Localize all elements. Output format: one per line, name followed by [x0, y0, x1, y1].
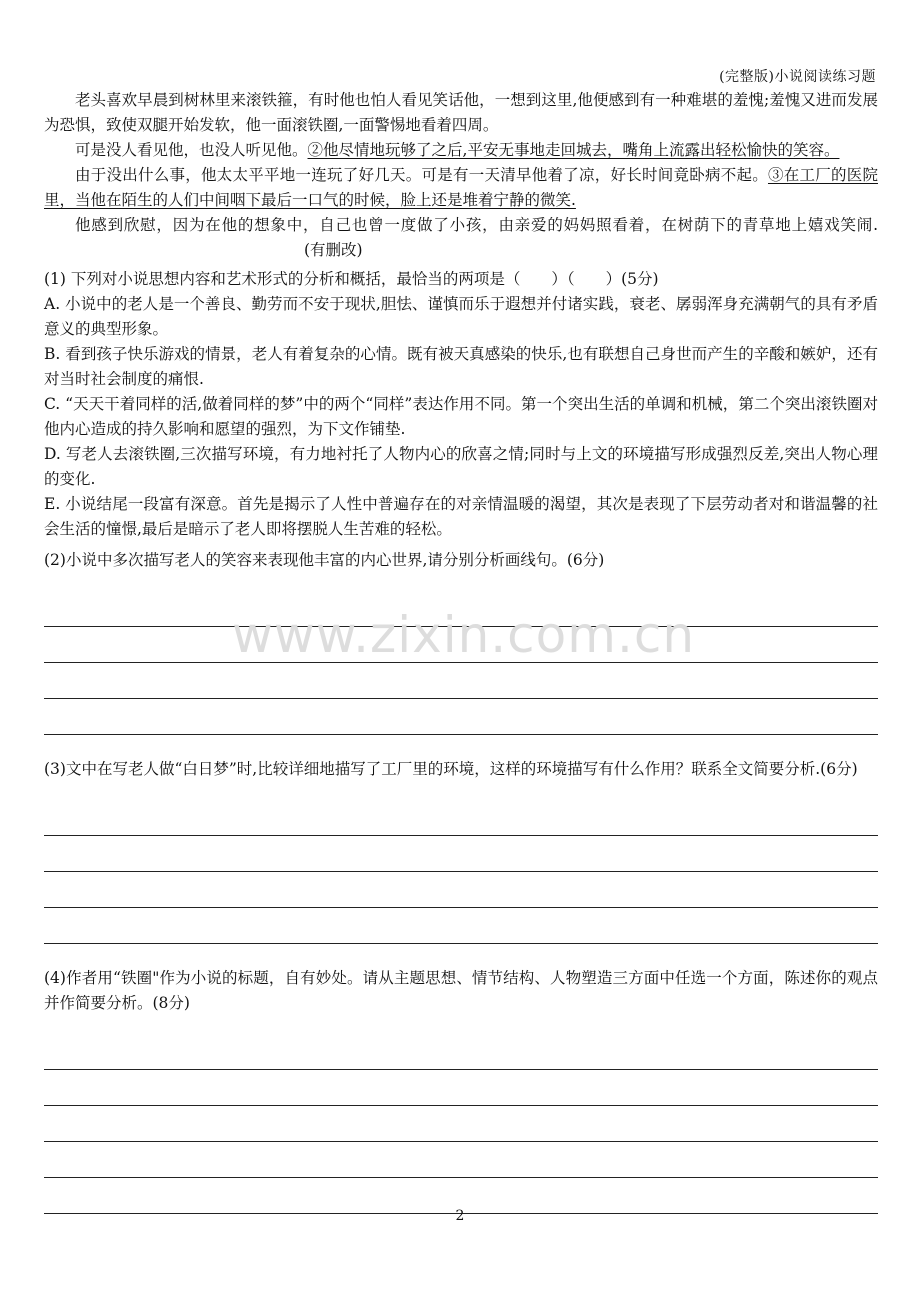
underlined-sentence-2: ②他尽情地玩够了之后,平安无事地走回城去，嘴角上流露出轻松愉快的笑容。 — [307, 141, 840, 159]
answer-lines-q3 — [44, 800, 878, 944]
watermark: www.zixin.com.cn — [232, 606, 696, 664]
paragraph-3-text: 由于没出什么事，他太太平平地一连玩了好几天。可是有一天清早他着了凉，好长时间竟卧病不起。 — [75, 166, 768, 184]
passage-paragraph-2 — [44, 138, 878, 163]
question-4-stem: (4)作者用“铁圈"作为小说的标题，自有妙处。请从主题思想、情节结构、人物塑造三方面中任选一个方面，陈述你的观点并作简要分析。(8分) — [44, 969, 878, 1012]
answer-line[interactable] — [44, 1070, 878, 1106]
page-number: 2 — [455, 1208, 465, 1224]
answer-line[interactable] — [44, 699, 878, 735]
answer-line[interactable] — [44, 1142, 878, 1178]
option-b: B. 看到孩子快乐游戏的情景，老人有着复杂的心情。既有被天真感染的快乐,也有联想自己身世而产生的辛酸和嫉妒，还有对当时社会制度的痛恨. — [44, 345, 878, 388]
question-3-stem: (3)文中在写老人做“白日梦”时,比较详细地描写了工厂里的环境，这样的环境描写有什么作用？联系全文简要分析.(6分) — [44, 760, 858, 778]
answer-line[interactable] — [44, 872, 878, 908]
underlined-sentence-3: ③在工厂的医院里，当他在陌生的人们中间咽下最后一口气的时候，脸上还是堆着宁静的微笑. — [44, 166, 878, 209]
answer-line[interactable] — [44, 1034, 878, 1070]
question-1-stem: (1) 下列对小说思想内容和艺术形式的分析和概括，最恰当的两项是（ ）（ ）(5分) — [44, 270, 659, 288]
option-e: E. 小说结尾一段富有深意。首先是揭示了人性中普遍存在的对亲情温暖的渴望，其次是表现了下层劳动者对和谐温馨的社会生活的憧憬,最后是暗示了老人即将摆脱人生苦难的轻松。 — [44, 495, 878, 538]
page-header: (完整版)小说阅读练习题 — [719, 69, 876, 85]
question-2-stem: (2)小说中多次描写老人的笑容来表现他丰富的内心世界,请分别分析画线句。(6分) — [44, 551, 605, 569]
passage-paragraph-4 — [44, 213, 878, 263]
answer-lines-q4 — [44, 1034, 878, 1214]
passage-paragraph-1: 老头喜欢早晨到树林里来滚铁箍，有时他也怕人看见笑话他，一想到这里,他便感到有一种难堪的羞愧;羞愧又进而发展为恐惧，致使双腿开始发软，他一面滚铁圈,一面警惕地看着四周。 — [44, 91, 878, 134]
answer-line[interactable] — [44, 800, 878, 836]
paragraph-2-text: 可是没人看见他，也没人听见他。 — [75, 141, 308, 159]
option-c: C. “天天干着同样的活,做着同样的梦”中的两个“同样”表达作用不同。第一个突出生活的单调和机械，第二个突出滚铁圈对他内心造成的持久影响和愿望的强烈，为下文作铺垫. — [44, 395, 878, 438]
answer-line[interactable] — [44, 663, 878, 699]
paragraph-4-text: 他感到欣慰，因为在他的想象中，自己也曾一度做了小孩，由亲爱的妈妈照看着，在树荫下的青草地上嬉戏笑闹. — [75, 216, 878, 234]
source-note: (有删改) — [304, 241, 363, 259]
option-d: D. 写老人去滚铁圈,三次描写环境，有力地衬托了人物内心的欣喜之情;同时与上文的环境描写形成强烈反差,突出人物心理的变化. — [44, 445, 878, 488]
answer-line[interactable] — [44, 1106, 878, 1142]
answer-line[interactable] — [44, 836, 878, 872]
passage-paragraph-3 — [44, 163, 878, 213]
option-a: A. 小说中的老人是一个善良、勤劳而不安于现状,胆怯、谨慎而乐于遐想并付诸实践，衰老、孱弱浑身充满朝气的具有矛盾意义的典型形象。 — [44, 295, 878, 338]
answer-line[interactable] — [44, 908, 878, 944]
